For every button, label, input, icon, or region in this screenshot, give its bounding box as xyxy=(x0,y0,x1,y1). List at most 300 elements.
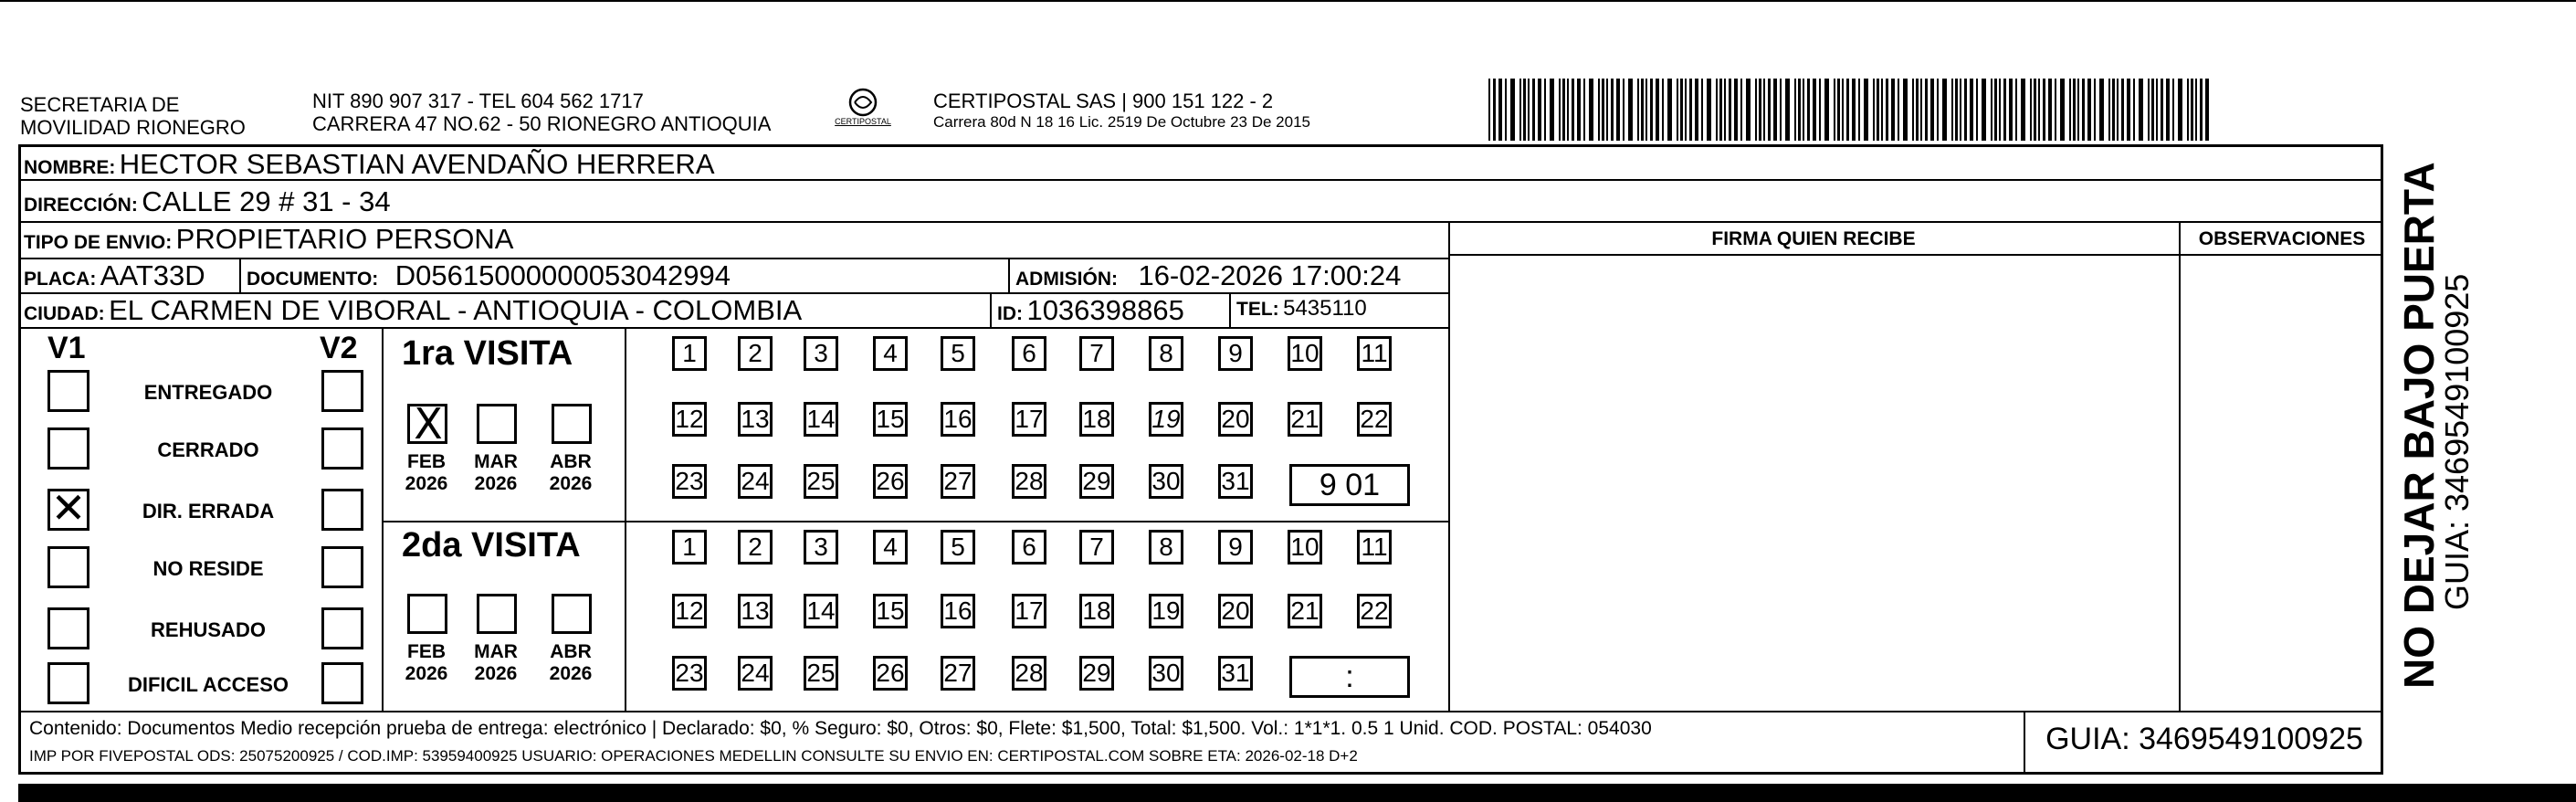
barcode-bar xyxy=(2034,79,2036,141)
visit2-day-box[interactable]: 2 xyxy=(738,530,773,565)
v2-checkbox[interactable] xyxy=(321,370,363,412)
month-name: MAR xyxy=(474,451,518,472)
barcode-bar xyxy=(1873,79,1875,141)
barcode-bar xyxy=(2191,79,2193,141)
barcode-bar xyxy=(1528,79,1530,141)
visit1-day-box[interactable]: 15 xyxy=(873,402,908,437)
visit2-day-box[interactable]: 15 xyxy=(873,594,908,628)
barcode-bar xyxy=(1755,79,1757,141)
barcode-bar xyxy=(1991,79,1992,141)
barcode-bar xyxy=(1964,79,1967,141)
barcode-bar xyxy=(1837,79,1840,141)
barcode-bar xyxy=(2087,79,2091,141)
address-label: DIRECCIÓN: xyxy=(24,195,138,216)
v1-checkbox[interactable] xyxy=(47,370,89,412)
visit2-month-label xyxy=(544,641,597,685)
barcode-bar xyxy=(2108,79,2110,141)
signature-label: FIRMA QUIEN RECIBE xyxy=(1711,228,1916,249)
city-value: EL CARMEN DE VIBORAL - ANTIOQUIA - COLOMBIA xyxy=(109,294,803,326)
barcode-bar xyxy=(1834,79,1835,141)
barcode-bar xyxy=(1650,79,1653,141)
v2-checkbox[interactable] xyxy=(321,489,363,531)
barcode-bar xyxy=(2112,79,2115,141)
bottom-border-bar xyxy=(18,784,2576,802)
first-visit-label: 1ra VISITA xyxy=(402,334,573,373)
visit2-day-box[interactable]: 31 xyxy=(1218,656,1253,691)
month-year: 2026 xyxy=(474,473,518,494)
row-line xyxy=(18,327,1448,329)
barcode-bar xyxy=(1656,79,1659,141)
month-name: FEB xyxy=(407,641,446,662)
address-row xyxy=(24,185,391,218)
barcode-bar xyxy=(1999,79,2001,141)
barcode-bar xyxy=(2187,79,2189,141)
certipostal-logo-icon xyxy=(831,86,895,141)
visit2-day-box[interactable]: 26 xyxy=(873,656,908,691)
barcode-bar xyxy=(1898,79,1899,141)
barcode-bar xyxy=(1532,79,1535,141)
footer-content-line: Contenido: Documentos Medio recepción prueba de entrega: electrónico | Declarado: $0, % Seguro: $0, Otros: $0, Flete: $1,500, Total: $1,500. Vol.: 1*1*1. 0.5 1 Unid. COD. POSTAL: 054030 xyxy=(29,718,1652,739)
barcode-bar xyxy=(1937,79,1939,141)
carrier-line2: Carrera 80d N 18 16 Lic. 2519 De Octubre 23 De 2015 xyxy=(933,113,1310,131)
barcode-bar xyxy=(1912,79,1914,141)
barcode-bar xyxy=(2127,79,2130,141)
visit1-month-label xyxy=(400,451,453,495)
barcode-bar xyxy=(1780,79,1782,141)
status-option-label: NO RESIDE xyxy=(152,557,264,580)
footer-print-line: IMP POR FIVEPOSTAL ODS: 25075200925 / COD.IMP: 53959400925 USUARIO: OPERACIONES MEDELLIN CONSULTE SU ENVIO EN: CERTIPOSTAL.COM SOBRE ETA: 2026-02-18 D+2 xyxy=(29,747,1358,765)
visit1-month-label xyxy=(544,451,597,495)
barcode-bar xyxy=(2161,79,2163,141)
barcode-bar xyxy=(2166,79,2170,141)
barcode-bar xyxy=(1559,79,1561,141)
barcode-bar xyxy=(1719,79,1722,141)
visit2-day-box[interactable]: 30 xyxy=(1149,656,1183,691)
barcode-bar xyxy=(1645,79,1647,141)
address-value: CALLE 29 # 31 - 34 xyxy=(142,185,391,217)
visit2-day-box[interactable]: 12 xyxy=(672,594,707,628)
v1-checkbox[interactable] xyxy=(47,662,89,704)
barcode-bar xyxy=(2048,79,2052,141)
barcode-bar xyxy=(2043,79,2045,141)
visit2-month-checkbox[interactable] xyxy=(407,594,447,634)
barcode-bar xyxy=(2015,79,2017,141)
observations-label: OBSERVACIONES xyxy=(2198,228,2366,249)
v1-label: V1 xyxy=(47,331,86,365)
admission-value: 16-02-2026 17:00:24 xyxy=(1138,259,1402,291)
column-line xyxy=(1008,258,1010,292)
barcode-bar xyxy=(2021,79,2025,141)
visit2-month-label xyxy=(400,641,453,685)
barcode-bar xyxy=(1701,79,1703,141)
barcode-bar xyxy=(1794,79,1796,141)
visit1-day-box[interactable]: 1 xyxy=(672,336,707,371)
admission-cell xyxy=(1015,259,1401,292)
barcode-bar xyxy=(1864,79,1868,141)
barcode-bar xyxy=(1819,79,1821,141)
barcode-bar xyxy=(1598,79,1600,141)
certipostal-logo xyxy=(831,86,895,141)
visit1-day-box[interactable]: 4 xyxy=(873,336,908,371)
guia-box: GUIA: 3469549100925 xyxy=(2045,722,2363,756)
barcode-bar xyxy=(2151,79,2154,141)
visit2-day-box[interactable]: 6 xyxy=(1012,530,1046,565)
month-name: ABR xyxy=(550,641,592,662)
visit2-day-box[interactable]: 1 xyxy=(672,530,707,565)
barcode-bar xyxy=(1606,79,1608,141)
name-row xyxy=(24,148,715,181)
barcode-bar xyxy=(1881,79,1883,141)
month-year: 2026 xyxy=(474,663,518,684)
visit2-day-box[interactable]: 21 xyxy=(1288,594,1322,628)
barcode-bar xyxy=(1916,79,1919,141)
visit1-day-box[interactable]: 20 xyxy=(1218,402,1253,437)
visit1-day-box[interactable]: 24 xyxy=(738,464,773,499)
sender-info-line1: NIT 890 907 317 - TEL 604 562 1717 xyxy=(312,90,644,112)
barcode-bar xyxy=(2003,79,2006,141)
barcode-bar xyxy=(1807,79,1810,141)
visit2-day-box[interactable]: 11 xyxy=(1357,530,1392,565)
barcode-bar xyxy=(2139,79,2143,141)
v2-label: V2 xyxy=(320,331,358,365)
barcode-bar xyxy=(1746,79,1751,141)
carrier-info xyxy=(933,90,1310,132)
barcode-bar xyxy=(1724,79,1726,141)
barcode-bar xyxy=(1955,79,1958,141)
v1-checkbox[interactable] xyxy=(47,607,89,649)
visit1-month-label xyxy=(469,451,522,495)
barcode-bar xyxy=(2205,79,2209,141)
barcode-bar xyxy=(1785,79,1790,141)
plate-value: AAT33D xyxy=(100,259,205,291)
visit1-day-box[interactable]: 11 xyxy=(1357,336,1392,371)
sender-name-line1: SECRETARIA DE xyxy=(20,93,180,116)
v1-checkbox[interactable] xyxy=(47,484,89,532)
status-option-label: CERRADO xyxy=(157,438,259,461)
barcode-bar xyxy=(1930,79,1934,141)
barcode-bar xyxy=(1842,79,1844,141)
visit2-day-box[interactable]: 18 xyxy=(1079,594,1114,628)
visit1-day-box[interactable]: 19 xyxy=(1149,402,1183,437)
barcode-bar xyxy=(1616,79,1620,141)
tel-label: TEL: xyxy=(1236,299,1279,320)
visit1-month-checkbox[interactable] xyxy=(407,399,447,448)
visit2-day-box[interactable]: 25 xyxy=(804,656,838,691)
visit1-day-box[interactable]: 28 xyxy=(1012,464,1046,499)
visit2-day-box[interactable]: 13 xyxy=(738,594,773,628)
barcode-bar xyxy=(1510,79,1515,141)
visit1-day-box[interactable]: 7 xyxy=(1079,336,1114,371)
barcode-bar xyxy=(2069,79,2071,141)
barcode-bar xyxy=(1759,79,1761,141)
status-option-label: ENTREGADO xyxy=(143,381,273,404)
visit2-day-box[interactable]: 9 xyxy=(1218,530,1253,565)
visit2-day-box[interactable]: 16 xyxy=(941,594,975,628)
plate-cell xyxy=(24,259,205,292)
status-option-label: DIR. ERRADA xyxy=(142,500,275,522)
visit1-day-box[interactable]: 29 xyxy=(1079,464,1114,499)
id-label: ID: xyxy=(997,303,1023,324)
barcode-bar xyxy=(2082,79,2085,141)
barcode-bar xyxy=(1488,79,1490,141)
visit1-day-box[interactable]: 26 xyxy=(873,464,908,499)
visit1-day-box[interactable]: 23 xyxy=(672,464,707,499)
barcode-bar xyxy=(1641,79,1644,141)
tel-cell xyxy=(1236,296,1367,322)
barcode-bar xyxy=(1903,79,1908,141)
v1-checkbox[interactable] xyxy=(47,427,89,470)
barcode-bar xyxy=(1695,79,1698,141)
barcode-bar xyxy=(1623,79,1624,141)
barcode-bar xyxy=(1920,79,1922,141)
barcode-bar xyxy=(1550,79,1554,141)
barcode-bar xyxy=(1716,79,1718,141)
month-year: 2026 xyxy=(405,663,448,684)
visit1-day-box[interactable]: 18 xyxy=(1079,402,1114,437)
visit1-time-box[interactable]: 9 01 xyxy=(1289,464,1410,506)
visit2-day-box[interactable]: 10 xyxy=(1288,530,1322,565)
visit1-day-box[interactable]: 5 xyxy=(941,336,975,371)
visit2-day-box[interactable]: 22 xyxy=(1357,594,1392,628)
barcode-bar xyxy=(1637,79,1639,141)
visit1-day-box[interactable]: 17 xyxy=(1012,402,1046,437)
barcode-bar xyxy=(2060,79,2065,141)
visit1-day-box[interactable]: 6 xyxy=(1012,336,1046,371)
certipostal-logo-text: CERTIPOSTAL xyxy=(835,117,891,126)
document-cell xyxy=(247,259,731,292)
barcode-bar xyxy=(2055,79,2056,141)
visit2-day-box[interactable]: 4 xyxy=(873,530,908,565)
visit2-day-box[interactable]: 28 xyxy=(1012,656,1046,691)
column-line xyxy=(1229,292,1231,327)
row-line xyxy=(1448,254,2383,256)
visit2-month-checkbox[interactable] xyxy=(477,594,517,634)
admission-label: ADMISIÓN: xyxy=(1015,269,1118,290)
send-type-value: PROPIETARIO PERSONA xyxy=(175,223,514,255)
visit2-day-box[interactable]: 24 xyxy=(738,656,773,691)
barcode-bar xyxy=(1729,79,1731,141)
barcode-bar xyxy=(1773,79,1777,141)
barcode-bar xyxy=(1583,79,1585,141)
column-line xyxy=(239,258,241,292)
barcode-bar xyxy=(1976,79,1978,141)
v2-checkbox[interactable] xyxy=(321,662,363,704)
visit1-day-box[interactable]: 31 xyxy=(1218,464,1253,499)
visit2-day-box[interactable]: 17 xyxy=(1012,594,1046,628)
visit1-day-box[interactable]: 3 xyxy=(804,336,838,371)
status-option-label: REHUSADO xyxy=(151,618,266,641)
sender-info-line2: CARRERA 47 NO.62 - 50 RIONEGRO ANTIOQUIA xyxy=(312,112,772,135)
visit1-day-box[interactable]: 21 xyxy=(1288,402,1322,437)
column-line xyxy=(1448,221,1450,711)
visit2-day-box[interactable]: 8 xyxy=(1149,530,1183,565)
visit1-day-box[interactable]: 22 xyxy=(1357,402,1392,437)
visit2-day-box[interactable]: 7 xyxy=(1079,530,1114,565)
barcode-bar xyxy=(1824,79,1829,141)
barcode-bar xyxy=(1562,79,1565,141)
visit2-time-box[interactable]: : xyxy=(1289,656,1410,698)
barcode-bar xyxy=(1667,79,1672,141)
barcode-bar xyxy=(1886,79,1888,141)
barcode-bar xyxy=(1846,79,1849,141)
barcode-bar xyxy=(1740,79,1742,141)
top-border-line xyxy=(0,0,2576,2)
carrier-line1: CERTIPOSTAL SAS | 900 151 122 - 2 xyxy=(933,90,1274,112)
barcode-bar xyxy=(2094,79,2096,141)
footer-line xyxy=(18,711,2383,712)
visit1-month-mark: X xyxy=(414,399,443,448)
visit1-day-box[interactable]: 30 xyxy=(1149,464,1183,499)
barcode-bar xyxy=(2178,79,2182,141)
document-value: D05615000000053042994 xyxy=(394,259,731,291)
id-value: 1036398865 xyxy=(1026,294,1184,326)
barcode-bar xyxy=(1768,79,1771,141)
barcode-bar xyxy=(1994,79,1997,141)
barcode-bar xyxy=(1925,79,1928,141)
barcode-bar xyxy=(1577,79,1581,141)
visit2-month-checkbox[interactable] xyxy=(552,594,592,634)
visit-divider xyxy=(382,521,1448,522)
barcode-bar xyxy=(1538,79,1541,141)
barcode-bar xyxy=(2133,79,2135,141)
visit1-day-box[interactable]: 9 xyxy=(1218,336,1253,371)
tel-value: 5435110 xyxy=(1283,296,1367,321)
barcode-bar xyxy=(1572,79,1574,141)
column-line xyxy=(382,327,384,711)
visit2-day-box[interactable]: 29 xyxy=(1079,656,1114,691)
month-name: ABR xyxy=(550,451,592,472)
column-line xyxy=(990,292,992,327)
barcode-bar xyxy=(1960,79,1961,141)
barcode-bar xyxy=(1689,79,1692,141)
v1-checkbox[interactable] xyxy=(47,546,89,588)
barcode-bar xyxy=(1707,79,1711,141)
barcode-bar xyxy=(2121,79,2124,141)
barcode-bar xyxy=(1519,79,1521,141)
visit1-month-checkbox[interactable] xyxy=(552,404,592,444)
status-option-label: DIFICIL ACCESO xyxy=(127,673,289,696)
visit2-day-box[interactable]: 27 xyxy=(941,656,975,691)
barcode-bar xyxy=(1982,79,1986,141)
send-type-row xyxy=(24,223,513,256)
barcode-bar xyxy=(1951,79,1953,141)
barcode-bar xyxy=(2077,79,2079,141)
column-line xyxy=(2179,221,2181,711)
barcode-bar xyxy=(2195,79,2197,141)
barcode-bar xyxy=(2073,79,2076,141)
barcode-bar xyxy=(1628,79,1633,141)
barcode-bar xyxy=(1803,79,1804,141)
barcode-bar xyxy=(1680,79,1683,141)
name-value: HECTOR SEBASTIAN AVENDAÑO HERRERA xyxy=(119,148,715,180)
barcode-bar xyxy=(1677,79,1678,141)
barcode-bar xyxy=(2148,79,2150,141)
visit1-day-box[interactable]: 16 xyxy=(941,402,975,437)
barcode-bar xyxy=(2172,79,2174,141)
barcode-bar xyxy=(1970,79,1973,141)
visit1-day-box[interactable]: 25 xyxy=(804,464,838,499)
barcode-bar xyxy=(2099,79,2104,141)
barcode-bar xyxy=(1662,79,1664,141)
visit2-month-label xyxy=(469,641,522,685)
visit1-day-box[interactable]: 8 xyxy=(1149,336,1183,371)
visit1-day-box[interactable]: 10 xyxy=(1288,336,1322,371)
barcode-bar xyxy=(2009,79,2013,141)
month-year: 2026 xyxy=(549,473,593,494)
visit1-month-checkbox[interactable] xyxy=(477,404,517,444)
city-cell xyxy=(24,294,802,327)
name-label: NOMBRE: xyxy=(24,157,116,178)
side-guia-text: GUIA: 3469549100925 xyxy=(2438,273,2476,610)
document-label: DOCUMENTO: xyxy=(247,269,379,290)
id-cell xyxy=(997,294,1184,327)
v2-checkbox[interactable] xyxy=(321,607,363,649)
visit2-day-box[interactable]: 3 xyxy=(804,530,838,565)
barcode-bar xyxy=(1589,79,1593,141)
month-year: 2026 xyxy=(549,663,593,684)
column-line xyxy=(625,327,626,711)
city-label: CIUDAD: xyxy=(24,303,105,324)
barcode-bar xyxy=(1798,79,1801,141)
barcode-bar xyxy=(1523,79,1526,141)
barcode-bar xyxy=(2200,79,2203,141)
visit2-day-box[interactable]: 20 xyxy=(1218,594,1253,628)
barcode-bar xyxy=(1505,79,1507,141)
barcode-bar xyxy=(2117,79,2119,141)
barcode-bar xyxy=(2156,79,2158,141)
v2-checkbox[interactable] xyxy=(321,427,363,470)
barcode-bar xyxy=(1763,79,1765,141)
barcode-bar xyxy=(1858,79,1860,141)
visit1-day-box[interactable]: 14 xyxy=(804,402,838,437)
visit2-day-box[interactable]: 5 xyxy=(941,530,975,565)
visit1-day-box[interactable]: 2 xyxy=(738,336,773,371)
visit2-day-box[interactable]: 14 xyxy=(804,594,838,628)
barcode-bar xyxy=(1493,79,1496,141)
month-year: 2026 xyxy=(405,473,448,494)
barcode-bar xyxy=(1544,79,1546,141)
barcode-bar xyxy=(1877,79,1879,141)
visit2-day-box[interactable]: 23 xyxy=(672,656,707,691)
barcode-bar xyxy=(1942,79,1947,141)
barcode-bar xyxy=(2030,79,2032,141)
visit1-day-box[interactable]: 12 xyxy=(672,402,707,437)
barcode-bar xyxy=(1611,79,1614,141)
visit2-day-box[interactable]: 19 xyxy=(1149,594,1183,628)
barcode-bar xyxy=(1813,79,1816,141)
plate-label: PLACA: xyxy=(24,269,97,290)
visit1-day-box[interactable]: 27 xyxy=(941,464,975,499)
barcode-bar xyxy=(1498,79,1502,141)
no-dejar-bajo-puerta-text: NO DEJAR BAJO PUERTA xyxy=(2395,162,2443,689)
visit1-day-box[interactable]: 13 xyxy=(738,402,773,437)
v1-mark: ✕ xyxy=(50,484,87,532)
v2-checkbox[interactable] xyxy=(321,546,363,588)
barcode-bar xyxy=(1852,79,1856,141)
barcode-bar xyxy=(1891,79,1895,141)
send-type-label: TIPO DE ENVIO: xyxy=(24,232,173,253)
barcode-bar xyxy=(1567,79,1569,141)
second-visit-label: 2da VISITA xyxy=(402,526,581,565)
barcode xyxy=(1487,79,2210,141)
sender-name xyxy=(20,93,246,139)
month-name: FEB xyxy=(407,451,446,472)
barcode-bar xyxy=(1685,79,1687,141)
month-name: MAR xyxy=(474,641,518,662)
barcode-bar xyxy=(1734,79,1738,141)
sender-info xyxy=(312,90,771,135)
sender-name-line2: MOVILIDAD RIONEGRO xyxy=(20,116,246,139)
